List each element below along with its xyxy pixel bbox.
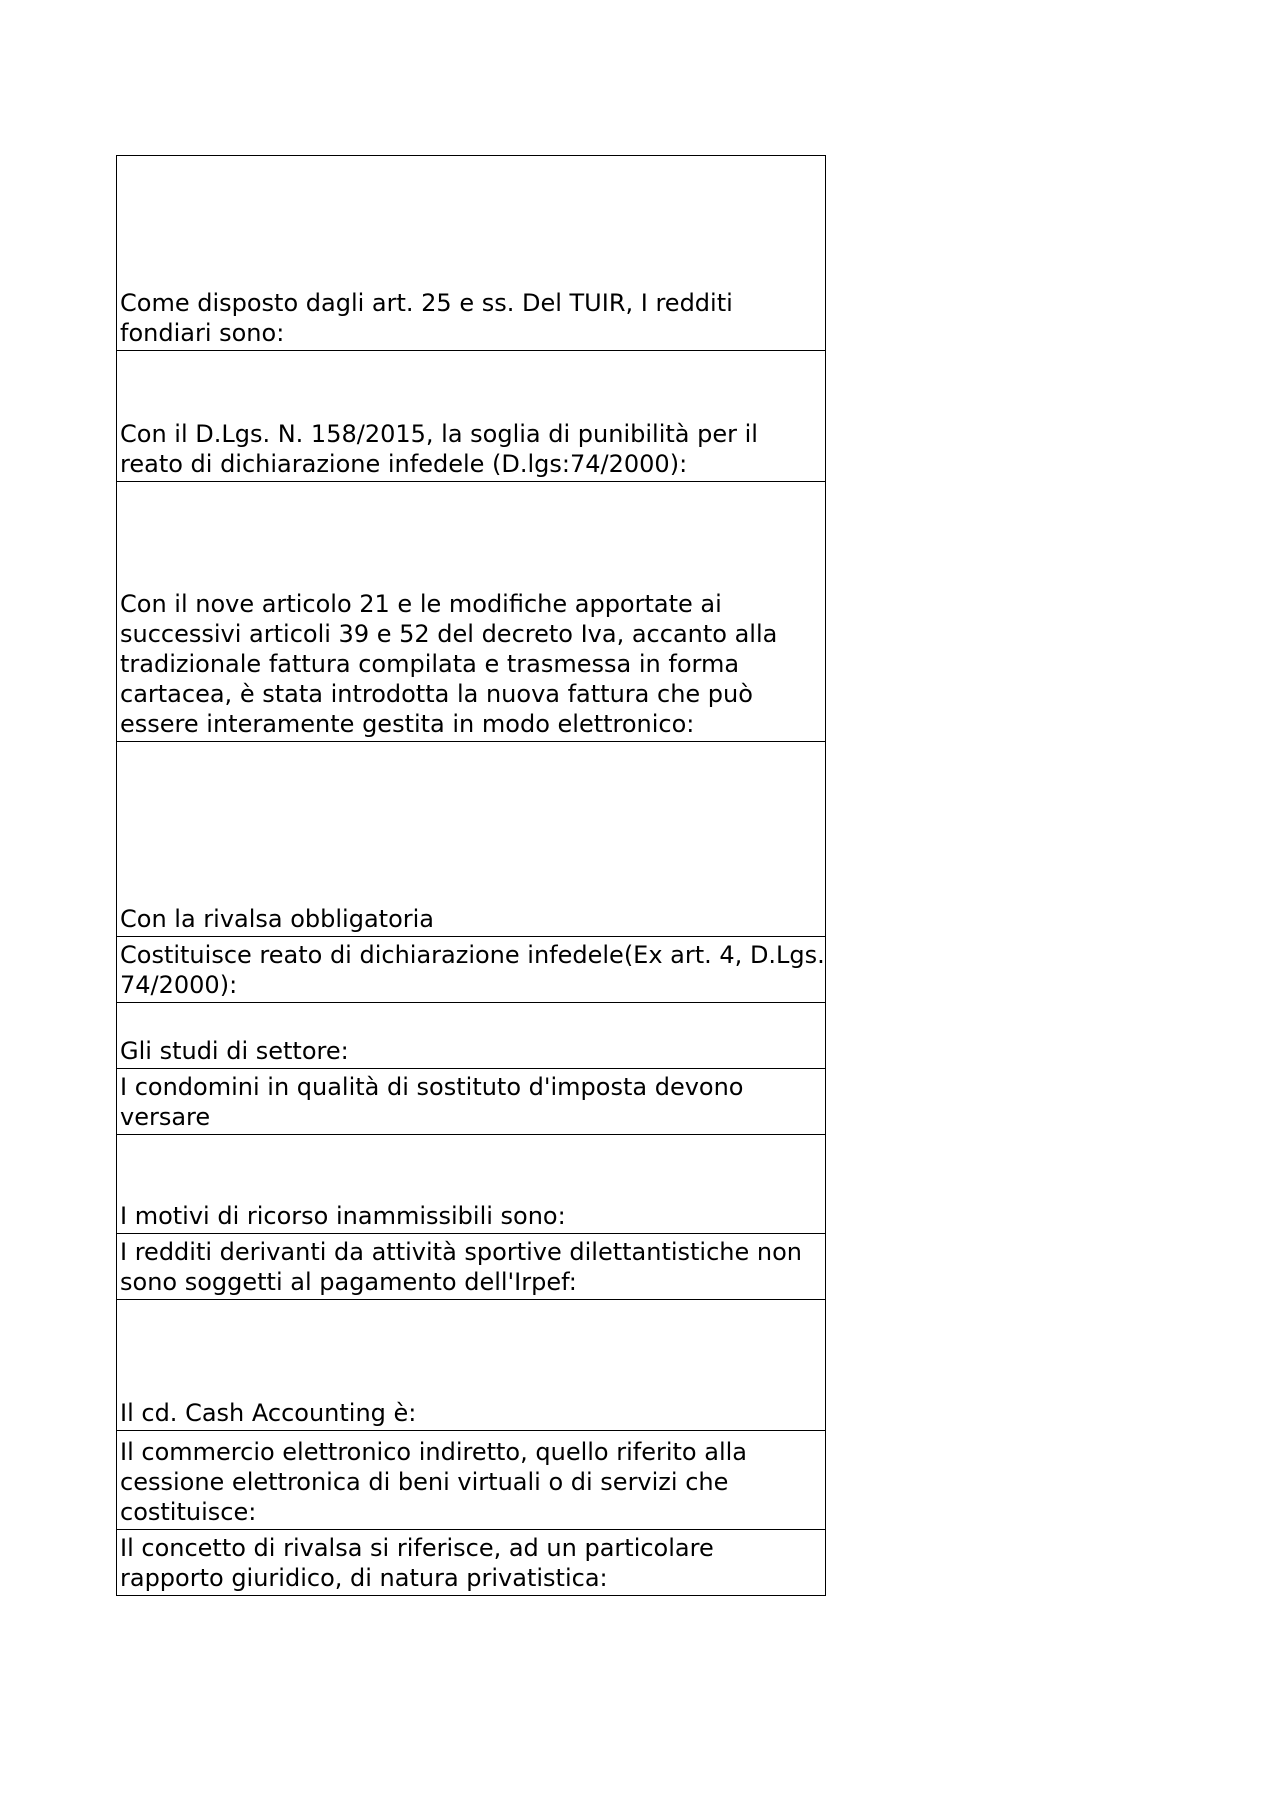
- table-row: [117, 1234, 826, 1300]
- table-row: [117, 482, 826, 742]
- question-cell[interactable]: I redditi derivanti da attività sportive dilettantistiche non sono soggetti al pagamento dell'Irpef:: [117, 1234, 826, 1300]
- question-cell[interactable]: Il concetto di rivalsa si riferisce, ad un particolare rapporto giuridico, di natura privatistica:: [117, 1530, 826, 1596]
- questions-table: [116, 155, 826, 1596]
- table-row: [117, 1069, 826, 1135]
- question-cell[interactable]: Con il nove articolo 21 e le modifiche apportate ai successivi articoli 39 e 52 del decreto Iva, accanto alla tradizionale fattura compilata e trasmessa in forma cartacea, è stata introdotta la nuova fattura che può essere interamente gestita in modo elettronico:: [117, 482, 826, 742]
- table-row: [117, 1003, 826, 1069]
- question-cell[interactable]: I condomini in qualità di sostituto d'imposta devono versare: [117, 1069, 826, 1135]
- table-row: [117, 937, 826, 1003]
- question-cell[interactable]: Il cd. Cash Accounting è:: [117, 1300, 826, 1431]
- table-row: [117, 742, 826, 937]
- question-cell[interactable]: Gli studi di settore:: [117, 1003, 826, 1069]
- table-row: [117, 156, 826, 351]
- table-row: [117, 1431, 826, 1530]
- question-cell[interactable]: Costituisce reato di dichiarazione infedele(Ex art. 4, D.Lgs. 74/2000):: [117, 937, 826, 1003]
- question-cell[interactable]: I motivi di ricorso inammissibili sono:: [117, 1135, 826, 1234]
- table-row: [117, 1530, 826, 1596]
- question-cell[interactable]: Con la rivalsa obbligatoria: [117, 742, 826, 937]
- question-cell[interactable]: Come disposto dagli art. 25 e ss. Del TUIR, I redditi fondiari sono:: [117, 156, 826, 351]
- question-cell[interactable]: Il commercio elettronico indiretto, quello riferito alla cessione elettronica di beni virtuali o di servizi che costituisce:: [117, 1431, 826, 1530]
- table-row: [117, 351, 826, 482]
- table-row: [117, 1135, 826, 1234]
- question-cell[interactable]: Con il D.Lgs. N. 158/2015, la soglia di punibilità per il reato di dichiarazione infedele (D.lgs:74/2000):: [117, 351, 826, 482]
- table-row: [117, 1300, 826, 1431]
